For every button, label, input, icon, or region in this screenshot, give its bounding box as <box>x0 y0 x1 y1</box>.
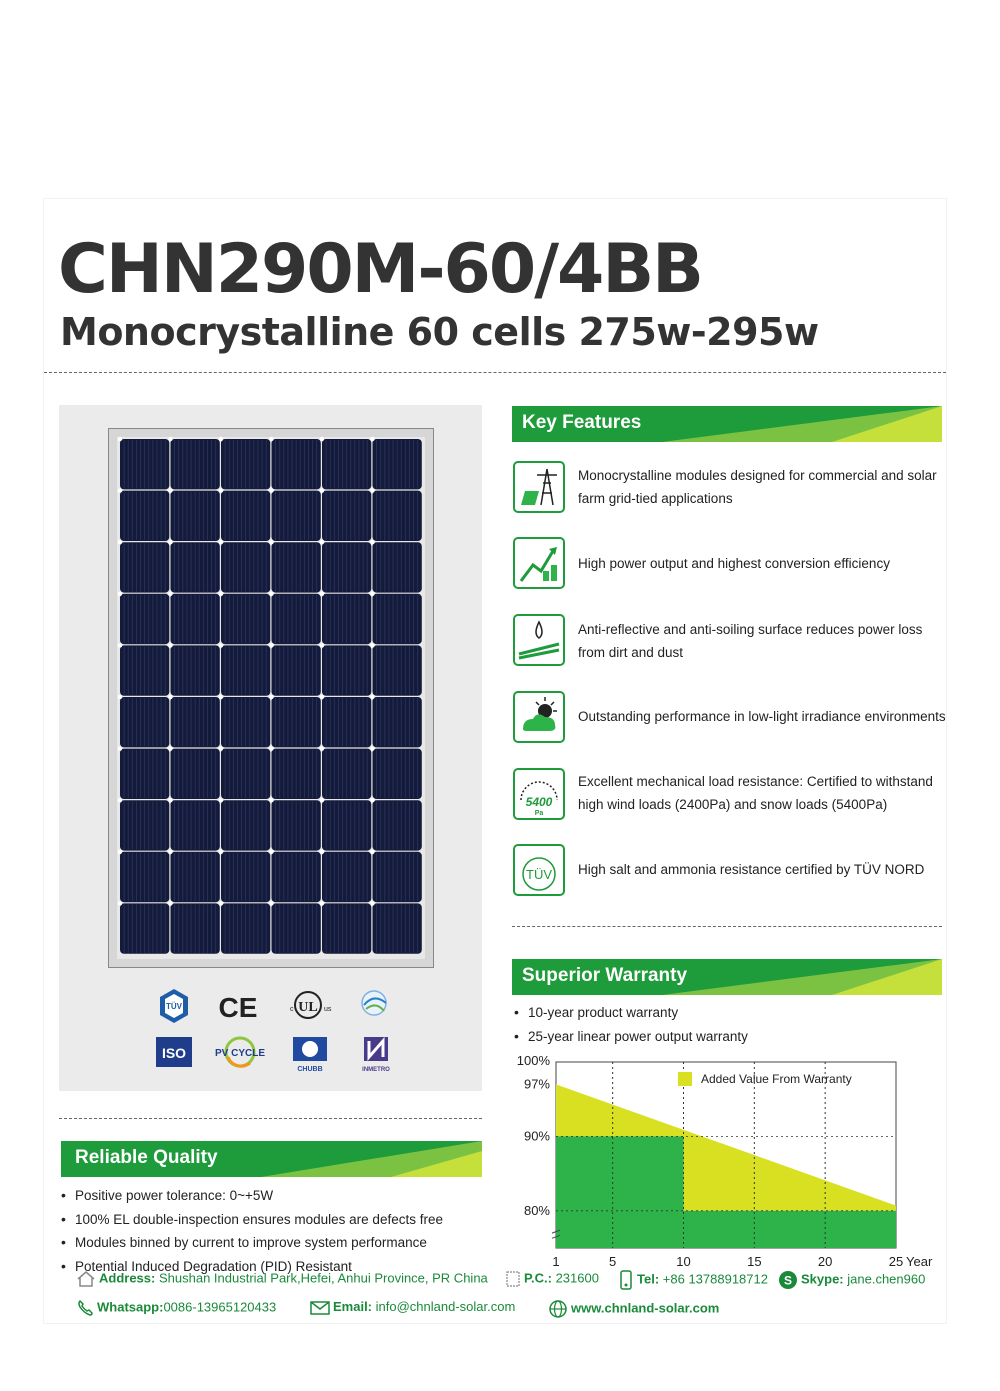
reliable-quality-title: Reliable Quality <box>75 1147 218 1168</box>
y-tick-label: 90% <box>523 1128 550 1144</box>
email-icon <box>310 1300 330 1316</box>
svg-text:INMETRO: INMETRO <box>362 1067 390 1073</box>
model-suffix: /4BB <box>534 230 702 309</box>
y-tick-label: 80% <box>523 1202 550 1218</box>
feature-text: Anti-reflective and anti-soiling surface reduces power loss from dirt and dust <box>578 622 923 660</box>
x-tick-label: 10 <box>676 1254 691 1269</box>
phone-icon <box>618 1270 634 1290</box>
warranty-banner <box>512 959 942 995</box>
svg-text:S: S <box>783 1273 793 1288</box>
svg-text:PV CYCLE: PV CYCLE <box>214 1048 266 1059</box>
postcode-icon <box>505 1270 521 1288</box>
legend-label: Added Value From Warranty <box>701 1072 852 1086</box>
home-icon <box>76 1270 96 1288</box>
list-item: • 25-year linear power output warranty <box>514 1025 934 1049</box>
solar-module-image <box>108 428 434 968</box>
x-tick-label: 25 <box>888 1254 904 1269</box>
reliable-quality-list <box>61 1184 491 1278</box>
feature-text: Outstanding performance in low-light irradiance environments <box>578 709 946 724</box>
svg-text:c: c <box>290 1006 294 1013</box>
tuv-icon <box>513 844 565 896</box>
globe-icon <box>548 1299 568 1319</box>
key-features-banner <box>512 406 942 442</box>
svg-text:TÜV: TÜV <box>166 1002 182 1011</box>
svg-text:us: us <box>324 1006 332 1013</box>
y-tick-label: 100% <box>516 1053 550 1068</box>
ce-mark-icon <box>219 992 258 1023</box>
growth-chart-icon <box>513 537 565 589</box>
list-item: • Potential Induced Degradation (PID) Resistant <box>61 1255 491 1279</box>
certification-logos <box>150 985 410 1075</box>
water-drop-icon <box>513 614 565 666</box>
warranty-chart <box>512 1052 942 1272</box>
legend-swatch <box>678 1072 692 1086</box>
svg-text:UL: UL <box>298 1000 318 1015</box>
svg-text:CHUBB: CHUBB <box>297 1066 323 1073</box>
load-gauge-icon <box>513 768 565 820</box>
feature-text: High power output and highest conversion efficiency <box>578 556 890 571</box>
footer-email: Email: info@chnland-solar.com <box>310 1299 515 1316</box>
footer-postcode: P.C.: 231600 <box>505 1270 599 1288</box>
ul-mark-icon <box>290 992 332 1018</box>
svg-text:TÜV: TÜV <box>526 867 552 882</box>
y-tick-label: 97% <box>523 1076 550 1092</box>
footer-skype: S Skype: jane.chen960 <box>778 1270 925 1290</box>
reliable-quality-banner <box>61 1141 482 1177</box>
x-tick-label: 1 <box>552 1254 560 1269</box>
x-tick-label: 5 <box>609 1254 617 1269</box>
key-features-title: Key Features <box>522 412 642 433</box>
divider-left <box>59 1118 482 1119</box>
list-item: • 10-year product warranty <box>514 1001 934 1025</box>
footer-website[interactable]: www.chnland-solar.com <box>548 1299 719 1319</box>
list-item: • Positive power tolerance: 0~+5W <box>61 1184 491 1208</box>
list-item: • 100% EL double-inspection ensures modules are defects free <box>61 1208 491 1232</box>
warranty-list <box>514 1001 934 1048</box>
tuv-cert-icon <box>160 989 188 1023</box>
footer-tel: Tel: +86 13788918712 <box>618 1270 768 1290</box>
svg-text:5400: 5400 <box>525 795 553 809</box>
product-title <box>58 230 702 309</box>
feature-text: Excellent mechanical load resistance: Certified to withstand high wind loads (2400Pa) and snow loads (5400Pa) <box>578 774 933 812</box>
warranty-title: Superior Warranty <box>522 965 688 986</box>
x-unit-label: Year <box>906 1254 933 1269</box>
divider-top <box>44 372 946 373</box>
pv-cycle-icon <box>215 1038 265 1066</box>
feature-text: High salt and ammonia resistance certified by TÜV NORD <box>578 862 925 877</box>
chubb-icon <box>293 1037 327 1073</box>
divider-right <box>512 926 942 927</box>
x-tick-label: 20 <box>817 1254 833 1269</box>
x-tick-label: 15 <box>747 1254 762 1269</box>
footer-whatsapp: Whatsapp:0086-13965120433 <box>76 1299 276 1317</box>
list-item: • Modules binned by current to improve system performance <box>61 1231 491 1255</box>
product-subtitle: Monocrystalline 60 cells 275w-295w <box>60 310 819 354</box>
model-number: CHN290M-60 <box>58 230 535 309</box>
feature-text: Monocrystalline modules designed for commercial and solar farm grid-tied applications <box>578 468 937 506</box>
skype-icon <box>778 1270 798 1290</box>
iso-cert-icon <box>156 1037 192 1067</box>
svg-text:Pa: Pa <box>534 810 544 817</box>
whatsapp-icon <box>76 1299 94 1317</box>
grid-tower-icon <box>513 461 565 513</box>
globe-cert-icon <box>362 991 386 1015</box>
inmetro-icon <box>362 1037 390 1073</box>
svg-text:ISO: ISO <box>161 1045 187 1061</box>
cloud-sun-icon <box>513 691 565 743</box>
svg-text:CE: CE <box>218 992 258 1023</box>
footer-address: Address: Shushan Industrial Park,Hefei, Anhui Province, PR China <box>76 1270 488 1288</box>
